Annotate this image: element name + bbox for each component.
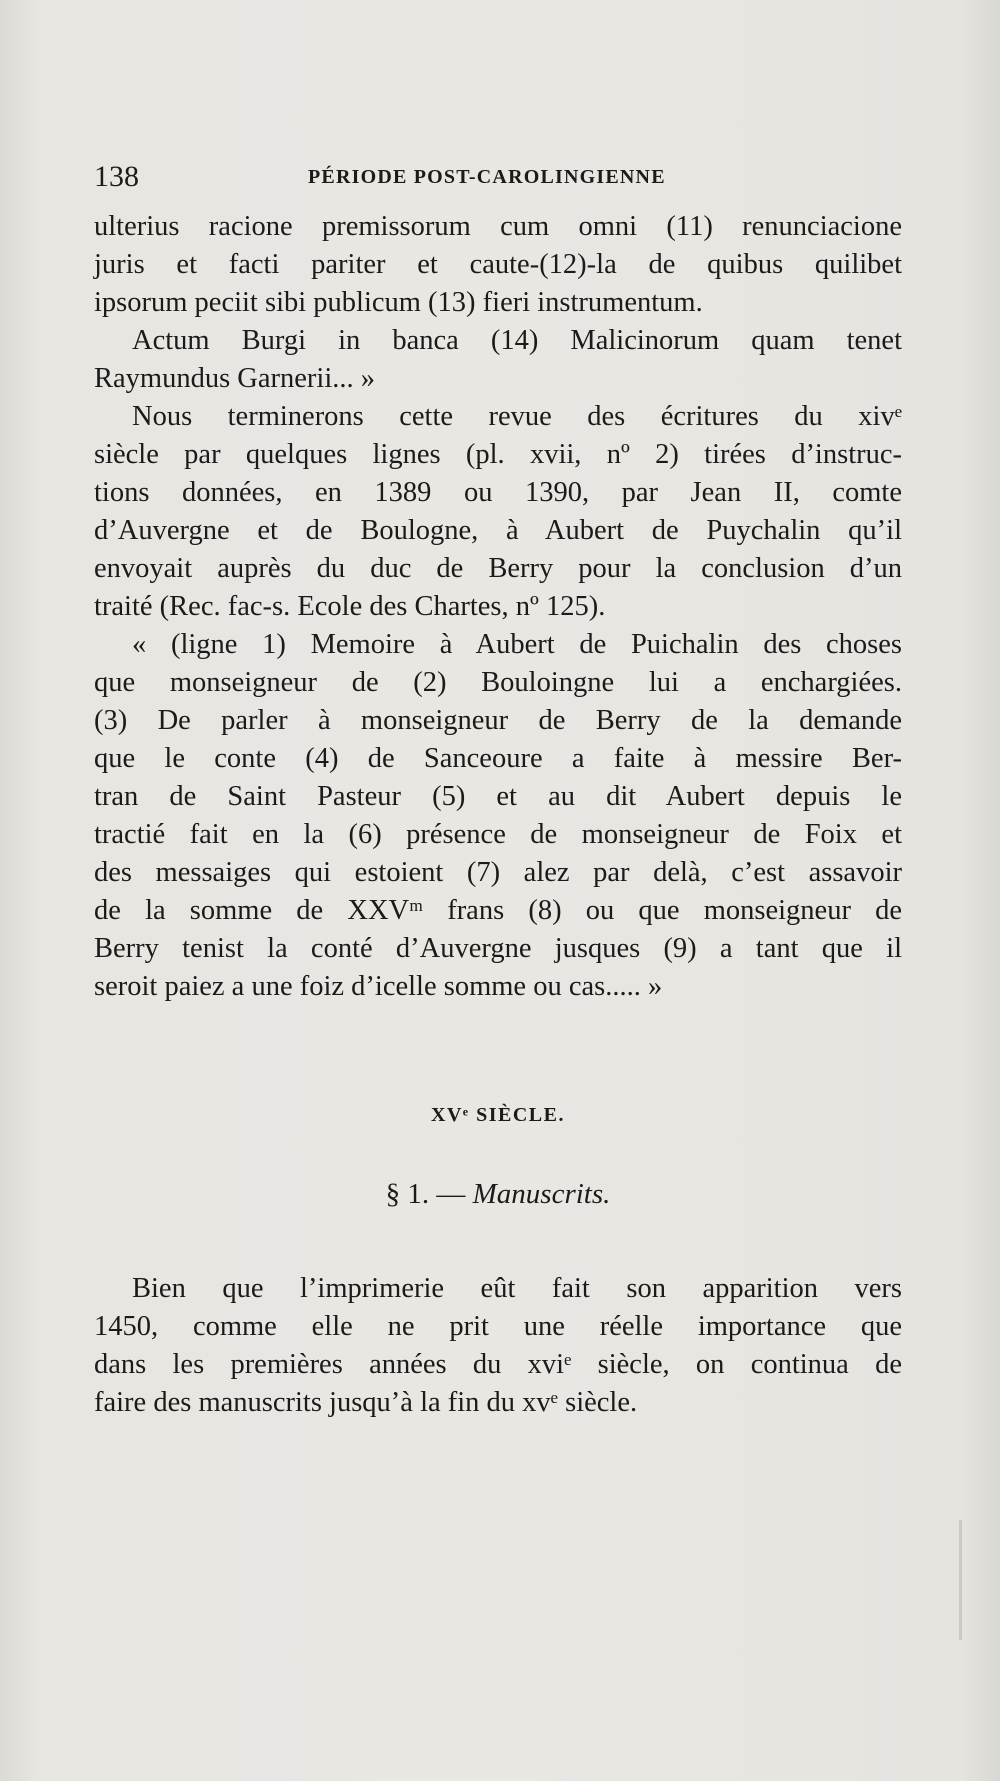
main-text <box>94 208 902 1006</box>
text-line: d’Auvergne et de Boulogne, à Aubert de Puychalin qu’il <box>94 515 902 546</box>
text-line: que le conte (4) de Sanceoure a faite à messire Ber- <box>94 743 902 774</box>
text-line: envoyait auprès du duc de Berry pour la conclusion d’un <box>94 553 902 584</box>
text-line: (3) De parler à monseigneur de Berry de la demande <box>94 705 902 736</box>
text-line: traité (Rec. fac-s. Ecole des Chartes, nº 125). <box>94 591 606 622</box>
text-line: Actum Burgi in banca (14) Malicinorum quam tenet <box>132 325 902 356</box>
century-heading: XVᵉ SIÈCLE. <box>431 1104 565 1126</box>
text-line: des messaiges qui estoient (7) alez par delà, c’est assavoir <box>94 857 902 888</box>
text-line: seroit paiez a une foiz d’icelle somme ou cas..... » <box>94 971 663 1002</box>
text-line: Nous terminerons cette revue des écritures du xivᵉ <box>132 401 902 432</box>
text-line: juris et facti pariter et caute-(12)-la de quibus quilibet <box>94 249 902 280</box>
text-line: tran de Saint Pasteur (5) et au dit Aubert depuis le <box>94 781 902 812</box>
text-line: dans les premières années du xviᵉ siècle, on continua de <box>94 1349 902 1380</box>
page-edge-mark <box>959 1520 962 1640</box>
text-line: Raymundus Garnerii... » <box>94 363 375 394</box>
text-line: 1450, comme elle ne prit une réelle importance que <box>94 1311 902 1342</box>
closing-paragraph <box>94 1270 902 1422</box>
text-line: tractié fait en la (6) présence de monseigneur de Foix et <box>94 819 902 850</box>
text-line: « (ligne 1) Memoire à Aubert de Puichalin des choses <box>132 629 902 660</box>
text-line: siècle par quelques lignes (pl. xvii, nº 2) tirées d’instruc- <box>94 439 902 470</box>
page-number: 138 <box>94 160 139 193</box>
text-line: faire des manuscrits jusqu’à la fin du xvᵉ siècle. <box>94 1387 638 1418</box>
section-number: § 1. — <box>385 1178 466 1210</box>
section-heading <box>94 1178 902 1211</box>
running-title: PÉRIODE POST-CAROLINGIENNE <box>308 166 666 188</box>
text-line: que monseigneur de (2) Bouloingne lui a enchargiées. <box>94 667 902 698</box>
text-line: Berry tenist la conté d’Auvergne jusques (9) a tant que il <box>94 933 902 964</box>
text-line: Bien que l’imprimerie eût fait son apparition vers <box>132 1273 902 1304</box>
page-header <box>94 160 902 204</box>
text-line: de la somme de XXVᵐ frans (8) ou que monseigneur de <box>94 895 902 926</box>
text-line: ipsorum peciit sibi publicum (13) fieri instrumentum. <box>94 287 703 318</box>
section-title: Manuscrits. <box>472 1178 611 1210</box>
text-line: tions données, en 1389 ou 1390, par Jean II, comte <box>94 477 902 508</box>
text-line: ulterius racione premissorum cum omni (11) renunciacione <box>94 211 902 242</box>
